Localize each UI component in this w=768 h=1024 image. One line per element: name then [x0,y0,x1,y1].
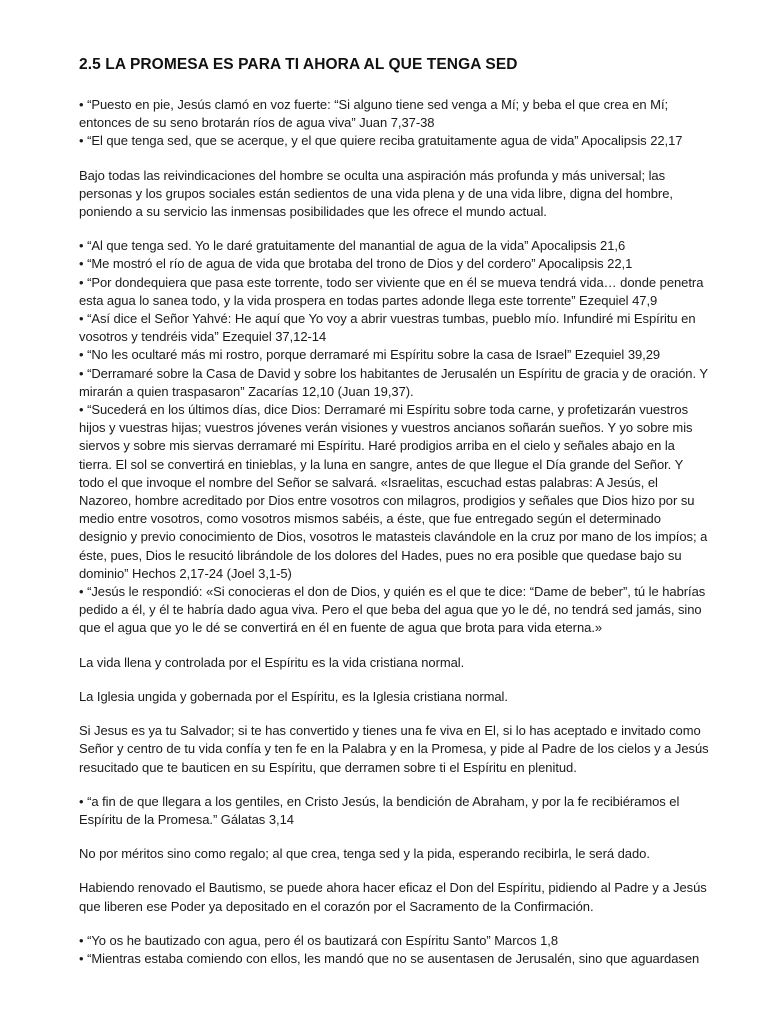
quote-bullet: • “No les ocultaré más mi rostro, porque derramaré mi Espíritu sobre la casa de Israel” Ezequiel 39,29 [79,347,661,363]
paragraph-block [79,237,710,637]
paragraph-text: No por méritos sino como regalo; al que crea, tenga sed y la pida, esperando recibirla, le será dado. [79,846,650,862]
paragraph-block [79,793,710,829]
paragraph-block [79,167,710,222]
document-body [79,96,710,968]
quote-bullet: • “Así dice el Señor Yahvé: He aquí que Yo voy a abrir vuestras tumbas, pueblo mío. Infundiré mi Espíritu en vosotros y tendréis vida” Ezequiel 37,12-14 [79,311,696,345]
paragraph-block [79,722,710,777]
quote-bullet: • “Por dondequiera que pasa este torrente, todo ser viviente que en él se mueva tendrá vida… donde penetra esta agua lo sanea todo, y la vida prospera en todas partes adonde llega este torrente” Ezequiel 47,9 [79,274,704,308]
paragraph-block [79,879,710,915]
quote-bullet: • “Puesto en pie, Jesús clamó en voz fuerte: “Si alguno tiene sed venga a Mí; y beba el que crea en Mí; entonces de su seno brotarán ríos de agua viva” Juan 7,37-38 [79,97,669,131]
paragraph-block [79,688,710,706]
quote-bullet: • “El que tenga sed, que se acerque, y el que quiere reciba gratuitamente agua de vida” Apocalipsis 22,17 [79,133,683,149]
quote-bullet: • “Mientras estaba comiendo con ellos, les mandó que no se ausentasen de Jerusalén, sino que aguardasen [79,950,700,966]
quote-bullet: • “Jesús le respondió: «Si conocieras el don de Dios, y quién es el que te dice: “Dame de beber”, tú le habrías pedido a él, y él te habría dado agua viva. Pero el que beba del agua que yo le dé, no tendrá sed jamás, sino que el agua que yo le dé se convertirá en él en fuente de agua que brota para vida eterna.» [79,584,706,636]
paragraph-text: Habiendo renovado el Bautismo, se puede ahora hacer eficaz el Don del Espíritu, pidiendo al Padre y a Jesús que liberen ese Poder ya depositado en el corazón por el Sacramento de la Confirmación. [79,880,707,914]
quote-bullet: • “Derramaré sobre la Casa de David y sobre los habitantes de Jerusalén un Espíritu de gracia y de oración. Y mirarán a quien traspasaron” Zacarías 12,10 (Juan 19,37). [79,365,708,399]
quote-bullet: • “Yo os he bautizado con agua, pero él os bautizará con Espíritu Santo” Marcos 1,8 [79,932,559,948]
paragraph-block [79,654,710,672]
paragraph-block [79,932,710,968]
paragraph-text: La Iglesia ungida y gobernada por el Espíritu, es la Iglesia cristiana normal. [79,688,508,704]
section-title: 2.5 LA PROMESA ES PARA TI AHORA AL QUE TENGA SED [79,56,518,73]
quote-bullet: • “Al que tenga sed. Yo le daré gratuitamente del manantial de agua de la vida” Apocalipsis 21,6 [79,238,626,254]
paragraph-block [79,96,710,151]
paragraph-text: La vida llena y controlada por el Espíritu es la vida cristiana normal. [79,654,465,670]
quote-bullet: • “a fin de que llegara a los gentiles, en Cristo Jesús, la bendición de Abraham, y por la fe recibiéramos el Espíritu de la Promesa.” Gálatas 3,14 [79,793,680,827]
paragraph-text: Bajo todas las reivindicaciones del hombre se oculta una aspiración más profunda y más universal; las personas y los grupos sociales están sedientos de una vida plena y de una vida libre, digna del hombre, poniendo a su servicio las inmensas posibilidades que les ofrece el mundo actual. [79,167,673,220]
quote-bullet: • “Sucederá en los últimos días, dice Dios: Derramaré mi Espíritu sobre toda carne, y profetizarán vuestros hijos y vuestras hijas; vuestros jóvenes verán visiones y vuestros ancianos soñarán sueños. Y yo sobre mis siervos y sobre mis siervas derramaré mi Espíritu. Haré prodigios arriba en el cielo y señales abajo en la tierra. El sol se convertirá en tinieblas, y la luna en sangre, antes de que llegue el Día grande del Señor. Y todo el que invoque el nombre del Señor se salvará. «Israelitas, escuchad estas palabras: A Jesús, el Nazoreo, hombre acreditado por Dios entre vosotros con milagros, prodigios y señales que Dios hizo por su medio entre vosotros, como vosotros mismos sabéis, a éste, que fue entregado según el determinado designio y previo conocimiento de Dios, vosotros le matasteis clavándole en la cruz por mano de los impíos; a éste, pues, Dios le resucitó librándole de los dolores del Hades, pues no era posible que quedase bajo su dominio” Hechos 2,17-24 (Joel 3,1-5) [79,402,708,581]
paragraph-block [79,845,710,863]
quote-bullet: • “Me mostró el río de agua de vida que brotaba del trono de Dios y del cordero” Apocalipsis 22,1 [79,256,633,272]
paragraph-text: Si Jesus es ya tu Salvador; si te has convertido y tienes una fe viva en El, si lo has aceptado e invitado como Señor y centro de tu vida confía y ten fe en la Palabra y en la Promesa, y pide al Padre de los cielos y a Jesús resucitado que te bauticen en su Espíritu, que derramen sobre ti el Espíritu en plenitud. [79,723,709,775]
